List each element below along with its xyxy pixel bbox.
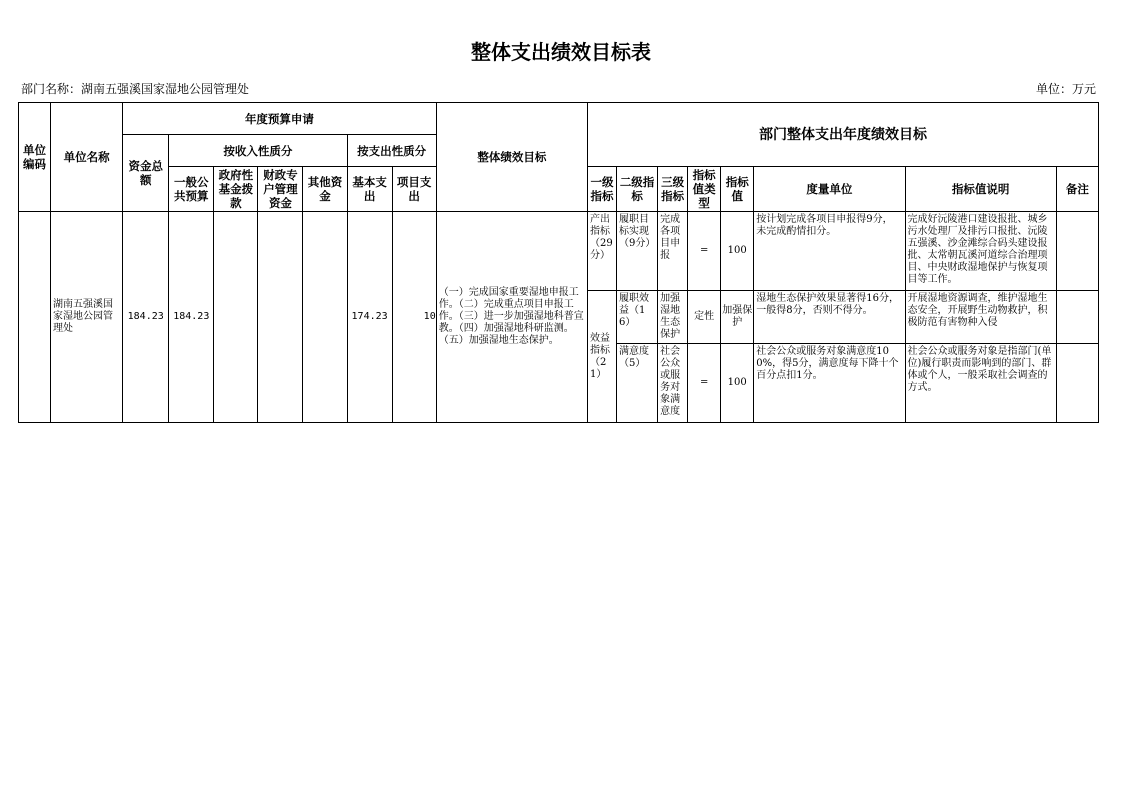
cell-unit-code bbox=[19, 212, 51, 423]
indicator-level2: 满意度（5） bbox=[617, 344, 658, 423]
cell-other bbox=[303, 212, 347, 423]
header-other-funds: 其他资金 bbox=[303, 167, 347, 212]
indicator-type: 定性 bbox=[688, 291, 721, 344]
indicator-level1: 效益指标（21） bbox=[587, 291, 616, 423]
cell-project: 10 bbox=[392, 212, 436, 423]
header-value: 指标值 bbox=[721, 167, 754, 212]
cell-special bbox=[258, 212, 303, 423]
currency-unit: 单位：万元 bbox=[1035, 82, 1096, 96]
indicator-level2: 履职目标实现（9分） bbox=[617, 212, 658, 291]
indicator-value: 100 bbox=[721, 344, 754, 423]
indicator-measure: 社会公众或服务对象满意度100%，得5分，满意度每下降十个百分点扣1分。 bbox=[754, 344, 905, 423]
indicator-measure: 湿地生态保护效果显著得16分，一般得8分，否则不得分。 bbox=[754, 291, 905, 344]
department-name: 部门名称：湖南五强溪国家湿地公园管理处 bbox=[21, 82, 250, 96]
header-level1: 一级指标 bbox=[587, 167, 616, 212]
header-by-income: 按收入性质分 bbox=[169, 135, 347, 167]
header-total-funds: 资金总额 bbox=[123, 135, 169, 212]
header-by-expenditure: 按支出性质分 bbox=[347, 135, 436, 167]
header-value-desc: 指标值说明 bbox=[905, 167, 1056, 212]
header-value-type: 指标值类型 bbox=[688, 167, 721, 212]
header-special-account: 财政专户管理资金 bbox=[258, 167, 303, 212]
header-project-exp: 项目支出 bbox=[392, 167, 436, 212]
header-dept-goal: 部门整体支出年度绩效目标 bbox=[587, 103, 1098, 167]
cell-basic: 174.23 bbox=[347, 212, 392, 423]
header-remark: 备注 bbox=[1056, 167, 1098, 212]
cell-gov-fund bbox=[214, 212, 258, 423]
indicator-level1: 产出指标（29分） bbox=[587, 212, 616, 291]
header-general-budget: 一般公共预算 bbox=[169, 167, 214, 212]
header-level3: 三级指标 bbox=[658, 167, 688, 212]
header-annual-budget: 年度预算申请 bbox=[123, 103, 437, 135]
performance-table bbox=[18, 102, 1099, 423]
header-unit-name: 单位名称 bbox=[51, 103, 123, 212]
cell-total: 184.23 bbox=[123, 212, 169, 423]
indicator-level2: 履职效益（16） bbox=[617, 291, 658, 344]
indicator-type: = bbox=[688, 344, 721, 423]
indicator-desc: 社会公众或服务对象是指部门(单位)履行职责而影响到的部门、群体或个人，一般采取社会调查的方式。 bbox=[905, 344, 1056, 423]
indicator-desc: 完成好沅陵港口建设报批、城乡污水处理厂及排污口报批、沅陵五强溪、沙金滩综合码头建设报批、太常朝瓦溪河道综合治理项目、中央财政湿地保护与恢复项目等工作。 bbox=[905, 212, 1056, 291]
indicator-remark bbox=[1056, 291, 1098, 344]
indicator-level3: 社会公众或服务对象满意度 bbox=[658, 344, 688, 423]
indicator-level3: 完成各项目申报 bbox=[658, 212, 688, 291]
header-unit-code: 单位编码 bbox=[19, 103, 51, 212]
header-basic-exp: 基本支出 bbox=[347, 167, 392, 212]
indicator-measure: 按计划完成各项目申报得9分，未完成酌情扣分。 bbox=[754, 212, 905, 291]
header-gov-fund: 政府性基金拨款 bbox=[214, 167, 258, 212]
indicator-remark bbox=[1056, 212, 1098, 291]
indicator-remark bbox=[1056, 344, 1098, 423]
header-overall-goal: 整体绩效目标 bbox=[436, 103, 587, 212]
indicator-type: = bbox=[688, 212, 721, 291]
indicator-level3: 加强湿地生态保护 bbox=[658, 291, 688, 344]
header-level2: 二级指标 bbox=[617, 167, 658, 212]
cell-unit-name: 湖南五强溪国家湿地公园管理处 bbox=[51, 212, 123, 423]
indicator-value: 加强保护 bbox=[721, 291, 754, 344]
header-measure-unit: 度量单位 bbox=[754, 167, 905, 212]
cell-general: 184.23 bbox=[169, 212, 214, 423]
page-title: 整体支出绩效目标表 bbox=[471, 40, 651, 64]
cell-overall-goal: （一）完成国家重要湿地申报工作。（二）完成重点项目申报工作。（三）进一步加强湿地科普宣教。（四）加强湿地科研监测。（五）加强湿地生态保护。 bbox=[436, 212, 587, 423]
indicator-value: 100 bbox=[721, 212, 754, 291]
indicator-desc: 开展湿地资源调查，维护湿地生态安全，开展野生动物救护，积极防范有害物种入侵 bbox=[905, 291, 1056, 344]
